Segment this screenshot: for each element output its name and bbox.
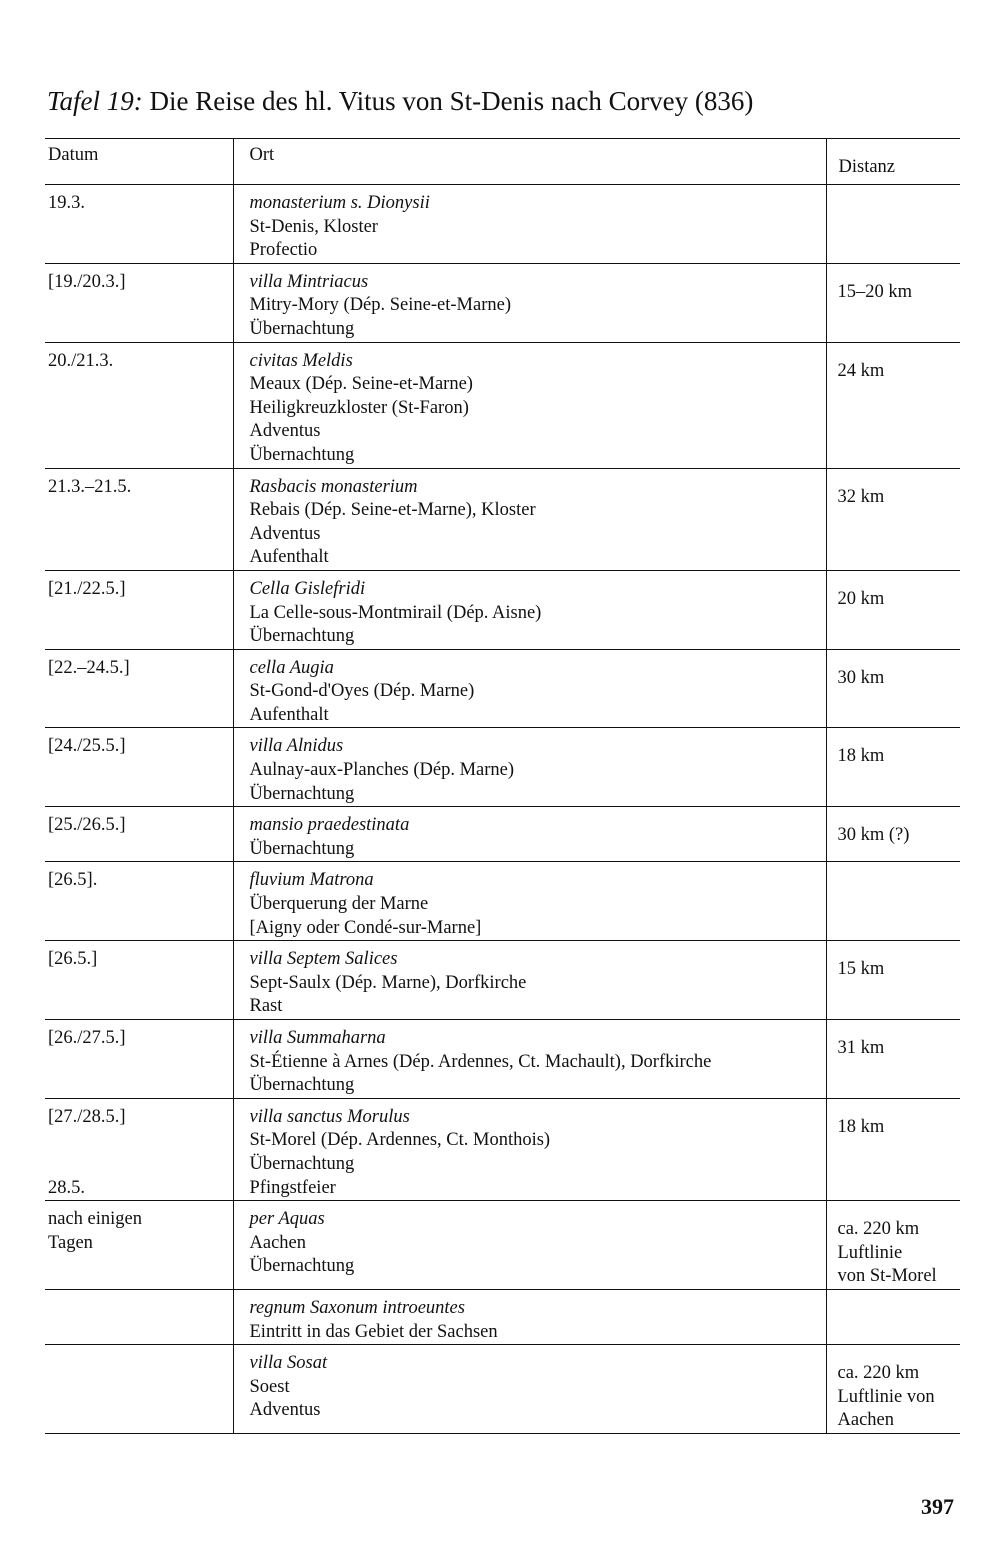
date-cell-line: 28.5. [48, 1177, 85, 1198]
place-cell [233, 649, 826, 728]
date-cell-line: [22.–24.5.] [48, 657, 130, 678]
place-cell-line: Adventus [249, 421, 321, 442]
distance-cell-line: 20 km [837, 588, 885, 609]
distance-cell-line: von St-Morel [837, 1266, 937, 1287]
table-row [45, 862, 960, 941]
distance-cell-line: 32 km [837, 486, 885, 507]
table-row [45, 468, 960, 570]
place-cell-line: [Aigny oder Condé-sur-Marne] [249, 917, 482, 938]
date-cell-line: [19./20.3.] [48, 271, 126, 292]
date-cell-line: 19.3. [48, 193, 85, 213]
place-cell-line: Meaux (Dép. Seine-et-Marne) [249, 374, 473, 395]
distance-cell-line: 24 km [837, 360, 885, 381]
place-cell [233, 862, 826, 941]
place-latin-name: monasterium s. Dionysii [249, 193, 430, 213]
date-cell [45, 1345, 233, 1434]
date-cell-line [48, 1129, 233, 1153]
place-cell-line: Sept-Saulx (Dép. Marne), Dorfkirche [249, 972, 527, 993]
date-cell-line: [21./22.5.] [48, 578, 126, 599]
place-latin-name: villa Septem Salices [249, 949, 398, 970]
place-latin-name: mansio praedestinata [249, 815, 410, 836]
header-datum: Datum [45, 139, 233, 185]
distance-cell-line: 31 km [837, 1038, 885, 1058]
place-cell [233, 1098, 826, 1200]
place-latin-name: regnum Saxonum introeuntes [249, 1297, 465, 1318]
distance-cell [826, 1201, 960, 1290]
place-latin-name: Rasbacis monasterium [249, 476, 418, 497]
table-row [45, 1020, 960, 1099]
place-latin-name: villa Sosat [249, 1353, 328, 1374]
distance-cell [826, 1098, 960, 1200]
place-latin-name: villa sanctus Morulus [249, 1106, 410, 1127]
place-cell-line: Überquerung der Marne [249, 894, 429, 915]
place-cell [233, 263, 826, 342]
place-cell-line: Übernachtung [249, 444, 355, 465]
place-cell-line: Übernachtung [249, 1153, 355, 1174]
place-cell-line: Aachen [249, 1232, 306, 1253]
place-latin-name: villa Summaharna [249, 1028, 386, 1048]
table-row [45, 570, 960, 649]
date-cell [45, 185, 233, 264]
place-latin-name: Cella Gislefridi [249, 578, 366, 599]
distance-cell [826, 941, 960, 1020]
place-cell-line: Übernachtung [249, 626, 355, 647]
distance-cell [826, 862, 960, 941]
distance-cell-line: Aachen [837, 1410, 894, 1431]
header-row [45, 139, 960, 185]
date-cell [45, 728, 233, 807]
date-cell-line [48, 1153, 233, 1177]
table-row [45, 1345, 960, 1434]
place-cell-line: Heiligkreuzkloster (St-Faron) [249, 397, 469, 418]
table-row [45, 185, 960, 264]
date-cell-line: 20./21.3. [48, 350, 114, 371]
place-cell-line: St-Gond-d'Oyes (Dép. Marne) [249, 681, 475, 702]
distance-cell [826, 649, 960, 728]
table-row [45, 1201, 960, 1290]
table-label: Tafel 19: [47, 86, 143, 116]
place-cell-line: Rebais (Dép. Seine-et-Marne), Kloster [249, 500, 536, 521]
distance-cell-line: 30 km (?) [837, 825, 910, 846]
date-cell-line: 21.3.–21.5. [48, 476, 132, 497]
place-cell [233, 728, 826, 807]
table-body [45, 185, 960, 1434]
header-ort: Ort [233, 139, 826, 185]
distance-cell [826, 263, 960, 342]
distance-cell-line: 15 km [837, 959, 885, 980]
place-cell-line: Profectio [249, 240, 318, 261]
distance-cell [826, 1289, 960, 1344]
date-cell-line: [26.5.] [48, 949, 98, 970]
place-cell-line: St-Morel (Dép. Ardennes, Ct. Monthois) [249, 1130, 551, 1151]
table-row [45, 1289, 960, 1344]
place-cell-line: Übernachtung [249, 318, 355, 339]
date-cell-line: [26./27.5.] [48, 1028, 126, 1048]
table-row [45, 263, 960, 342]
place-cell [233, 1345, 826, 1434]
place-cell-line: Soest [249, 1376, 290, 1397]
place-cell-line: Übernachtung [249, 1075, 355, 1096]
distance-cell [826, 185, 960, 264]
distance-cell-line: ca. 220 km [837, 1219, 920, 1240]
place-cell [233, 1020, 826, 1099]
place-latin-name: villa Mintriacus [249, 271, 369, 292]
place-latin-name: civitas Meldis [249, 350, 353, 371]
place-cell-line: Übernachtung [249, 783, 355, 804]
table-row [45, 1098, 960, 1200]
page-number: 397 [921, 1494, 954, 1519]
place-latin-name: per Aquas [249, 1209, 325, 1230]
date-cell [45, 1020, 233, 1099]
place-cell [233, 941, 826, 1020]
table-row [45, 941, 960, 1020]
place-cell [233, 570, 826, 649]
place-latin-name: cella Augia [249, 657, 334, 678]
table-caption: Die Reise des hl. Vitus von St-Denis nach Corvey (836) [149, 86, 754, 116]
distance-cell-line: Luftlinie von [837, 1386, 935, 1407]
distance-cell-line: 15–20 km [837, 281, 913, 302]
date-cell-line: Tagen [48, 1232, 93, 1253]
header-distanz: Distanz [826, 139, 960, 185]
place-cell-line: Rast [249, 996, 283, 1017]
distance-cell [826, 1020, 960, 1099]
itinerary-table [45, 138, 960, 1434]
place-cell [233, 342, 826, 468]
place-cell-line: Adventus [249, 523, 321, 544]
place-cell-line: Adventus [249, 1400, 321, 1421]
table-title [47, 84, 753, 118]
distance-cell [826, 468, 960, 570]
date-cell [45, 468, 233, 570]
date-cell [45, 941, 233, 1020]
date-cell [45, 263, 233, 342]
place-cell-line: Aufenthalt [249, 704, 329, 725]
date-cell [45, 1098, 233, 1200]
distance-cell [826, 342, 960, 468]
date-cell [45, 342, 233, 468]
place-cell-line: St-Denis, Kloster [249, 216, 378, 237]
distance-cell [826, 570, 960, 649]
place-cell-line: Übernachtung [249, 1256, 355, 1277]
place-cell-line: Aufenthalt [249, 547, 329, 568]
distance-cell-line: 30 km [837, 667, 885, 688]
place-cell-line: Eintritt in das Gebiet der Sachsen [249, 1321, 498, 1342]
date-cell [45, 649, 233, 728]
place-cell-line: Übernachtung [249, 838, 355, 859]
place-cell [233, 185, 826, 264]
place-cell-line: Aulnay-aux-Planches (Dép. Marne) [249, 760, 515, 781]
table-row [45, 342, 960, 468]
place-cell-line: St-Étienne à Arnes (Dép. Ardennes, Ct. Machault), Dorfkirche [249, 1051, 712, 1072]
distance-cell-line: Luftlinie [837, 1242, 903, 1263]
date-cell-line: nach einigen [48, 1209, 142, 1230]
place-cell [233, 1201, 826, 1290]
place-cell [233, 1289, 826, 1344]
table-row [45, 728, 960, 807]
date-cell-line: [27./28.5.] [48, 1106, 126, 1127]
date-cell [45, 1201, 233, 1290]
distance-cell-line: 18 km [837, 746, 885, 767]
table-row [45, 649, 960, 728]
date-cell [45, 1289, 233, 1344]
place-cell-line: Mitry-Mory (Dép. Seine-et-Marne) [249, 295, 511, 316]
date-cell [45, 807, 233, 862]
date-cell-line: [25./26.5.] [48, 815, 126, 836]
place-cell-line: La Celle-sous-Montmirail (Dép. Aisne) [249, 602, 542, 623]
distance-cell-line: ca. 220 km [837, 1363, 920, 1384]
place-cell-line: Pfingstfeier [249, 1177, 336, 1198]
distance-cell [826, 807, 960, 862]
distance-cell-line: 18 km [837, 1116, 885, 1137]
place-cell [233, 468, 826, 570]
date-cell [45, 862, 233, 941]
table-row [45, 807, 960, 862]
place-latin-name: fluvium Matrona [249, 870, 374, 891]
date-cell [45, 570, 233, 649]
distance-cell [826, 728, 960, 807]
place-latin-name: villa Alnidus [249, 736, 344, 757]
distance-cell [826, 1345, 960, 1434]
place-cell [233, 807, 826, 862]
date-cell-line: [24./25.5.] [48, 736, 126, 757]
date-cell-line: [26.5]. [48, 870, 98, 891]
